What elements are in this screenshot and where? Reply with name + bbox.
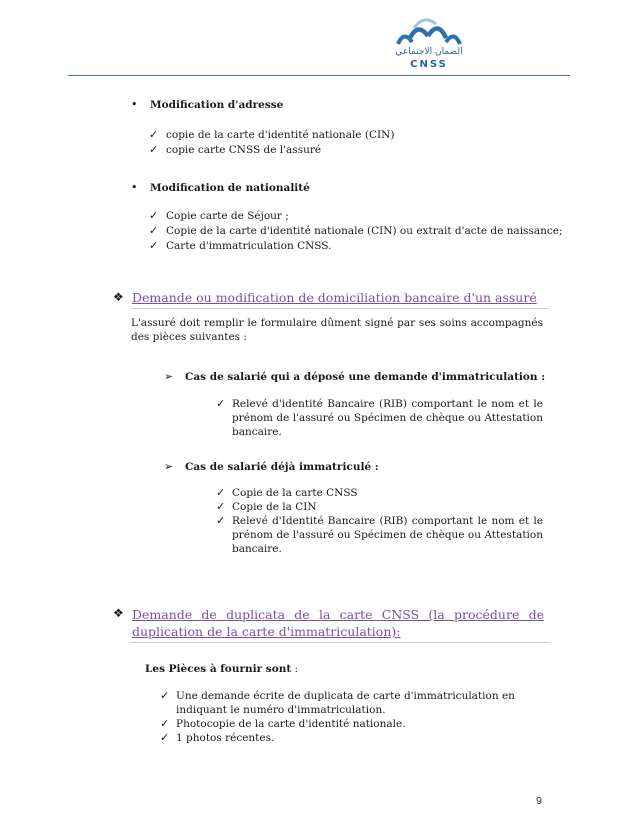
bank-case2-item: Copie de la CIN — [232, 501, 317, 513]
address-change-item: copie de la carte d'identité nationale (CIN) — [166, 129, 395, 141]
check-icon: ✓ — [149, 143, 159, 156]
section-title-underline — [130, 308, 550, 309]
check-icon: ✓ — [160, 689, 170, 702]
logo-arabic-text: الضمان الاجتماعي — [395, 47, 463, 57]
arrow-bullet-icon: ➢ — [164, 370, 174, 383]
bank-section-title: Demande ou modification de domiciliation bancaire d'un assuré — [132, 290, 537, 305]
duplicate-item: 1 photos récentes. — [176, 732, 275, 744]
bullet-icon: • — [131, 181, 138, 194]
check-icon: ✓ — [149, 209, 159, 222]
arrow-bullet-icon: ➢ — [164, 460, 174, 473]
check-icon: ✓ — [149, 239, 159, 252]
address-change-item: copie carte CNSS de l'assuré — [166, 144, 322, 156]
check-icon: ✓ — [216, 500, 226, 513]
pieces-colon: : — [291, 663, 299, 675]
bank-case1-item: Relevé d'identité Bancaire (RIB) comportant le nom et le prénom de l'assuré ou Spécimen de chèque ou Attestation bancaire. — [232, 398, 543, 438]
duplicate-section-title: Demande de duplicata de la carte CNSS (la procédure de duplication de la carte d'immatriculation): — [132, 607, 544, 639]
header-rule — [68, 75, 570, 76]
pieces-label: Les Pièces à fournir sont — [145, 663, 292, 675]
cnss-logo — [388, 14, 470, 74]
check-icon: ✓ — [216, 397, 226, 410]
bank-case2-item: Copie de la carte CNSS — [232, 487, 358, 499]
bank-case2-heading: Cas de salarié déjà immatriculé : — [185, 461, 379, 473]
check-icon: ✓ — [149, 224, 159, 237]
nationality-change-item: Carte d'immatriculation CNSS. — [166, 240, 332, 252]
bank-case2-item: Relevé d'Identité Bancaire (RIB) comportant le nom et le prénom de l'assuré ou Spécimen de chèque ou Attestation bancaire. — [232, 515, 543, 555]
duplicate-item: Une demande écrite de duplicata de carte d'immatriculation en indiquant le numéro d'immatriculation. — [176, 690, 515, 716]
logo-name: CNSS — [410, 59, 448, 70]
nationality-change-heading: Modification de nationalité — [150, 182, 310, 194]
duplicate-item: Photocopie de la carte d'identité nationale. — [176, 718, 406, 730]
check-icon: ✓ — [160, 731, 170, 744]
diamond-bullet-icon: ❖ — [113, 606, 124, 620]
check-icon: ✓ — [216, 486, 226, 499]
check-icon: ✓ — [160, 717, 170, 730]
bullet-icon: • — [131, 98, 138, 111]
check-icon: ✓ — [149, 128, 159, 141]
bank-case1-heading: Cas de salarié qui a déposé une demande d'immatriculation : — [185, 371, 546, 383]
bank-section-intro: L'assuré doit remplir le formulaire dûment signé par ses soins accompagnés des pièces suivantes : — [131, 317, 543, 343]
nationality-change-item: Copie carte de Séjour ; — [166, 210, 289, 222]
diamond-bullet-icon: ❖ — [113, 290, 124, 304]
address-change-heading: Modification d'adresse — [150, 99, 284, 111]
page-number: 9 — [536, 795, 542, 807]
section-title-underline — [130, 642, 550, 643]
pieces-label-row — [145, 662, 298, 676]
nationality-change-item: Copie de la carte d'identité nationale (CIN) ou extrait d'acte de naissance; — [166, 225, 563, 237]
check-icon: ✓ — [216, 514, 226, 527]
